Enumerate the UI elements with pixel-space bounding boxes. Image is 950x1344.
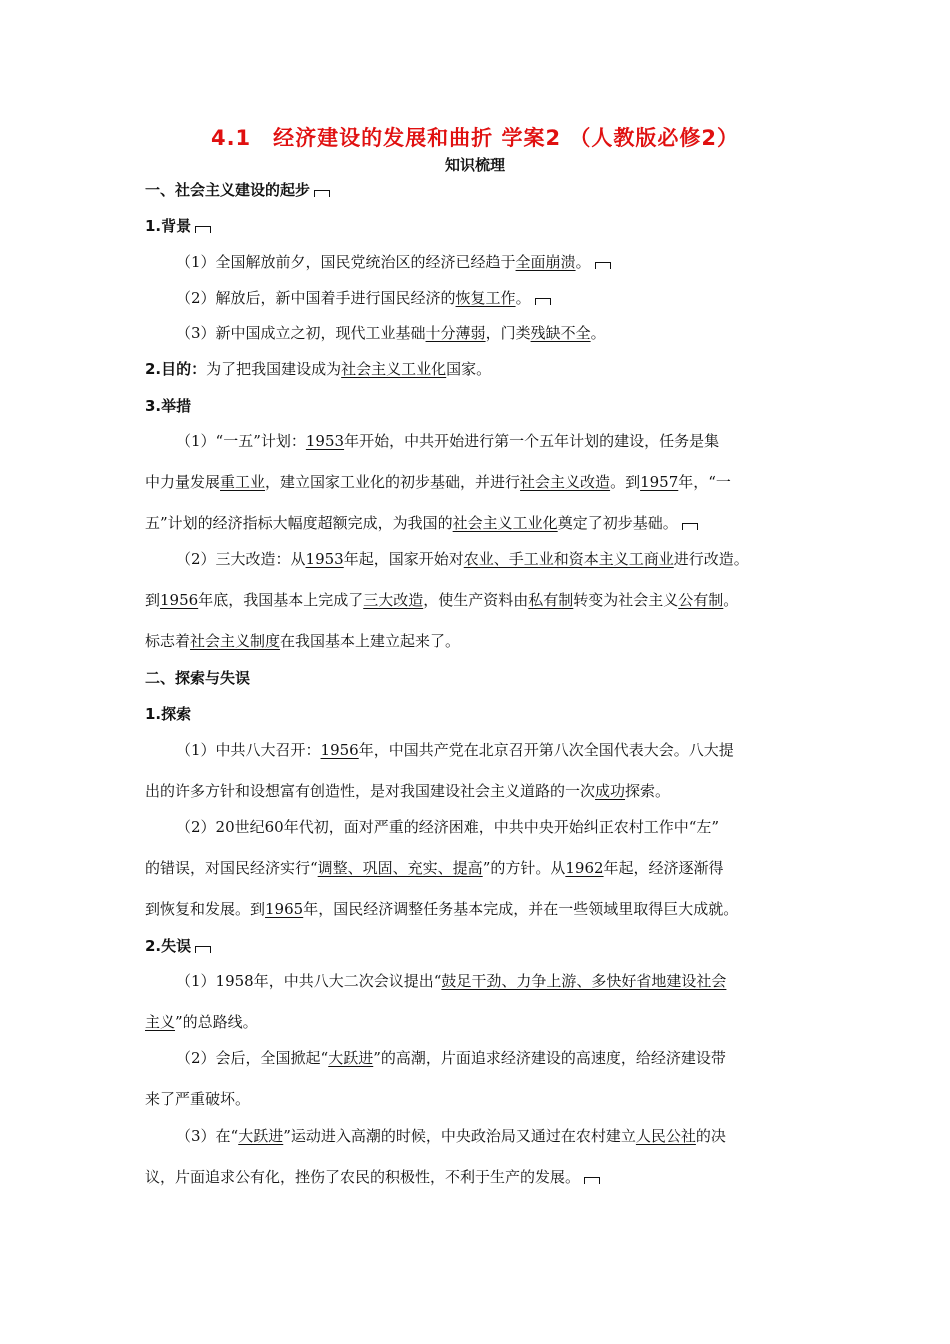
background-item-2: （2）解放后，新中国着手进行国民经济的恢复工作。 xyxy=(176,287,846,308)
answer-blank: 主义 xyxy=(145,1013,176,1031)
answer-blank: 公有制 xyxy=(678,591,724,609)
background-item-3: （3）新中国成立之初，现代工业基础十分薄弱，门类残缺不全。 xyxy=(176,324,606,342)
measure-1-line-3: 五”计划的经济指标大幅度超额完成，为我国的社会主义工业化奠定了初步基础。 xyxy=(145,512,815,533)
answer-blank: 农业、手工业和资本主义工商业 xyxy=(463,550,674,568)
document-title: 4.1 经济建设的发展和曲折 学案2 （人教版必修2） xyxy=(210,126,740,150)
mistake-1-line-2: 主义”的总路线。 xyxy=(145,1013,258,1031)
answer-blank: 1953 xyxy=(305,550,344,568)
measure-1-line-2: 中力量发展重工业，建立国家工业化的初步基础，并进行社会主义改造。到1957年，“一 xyxy=(145,473,731,491)
answer-blank: 社会主义工业化 xyxy=(341,360,447,378)
explore-2-line-1: （2）20世纪60年代初，面对严重的经济困难，中共中央开始纠正农村工作中“左” xyxy=(176,818,720,836)
explore-2-line-3: 到恢复和发展。到1965年，国民经济调整任务基本完成，并在一些领域里取得巨大成就。 xyxy=(145,900,739,918)
answer-blank: 社会主义改造 xyxy=(520,473,611,491)
mistake-heading: 2.失误 xyxy=(145,935,815,956)
document-subtitle: 知识梳理 xyxy=(444,156,505,174)
edit-mark-icon xyxy=(535,298,551,305)
edit-mark-icon xyxy=(195,946,211,953)
edit-mark-icon xyxy=(682,523,698,530)
mistake-2-line-1: （2）会后，全国掀起“大跃进”的高潮，片面追求经济建设的高速度，给经济建设带 xyxy=(176,1049,726,1067)
answer-blank: 残缺不全 xyxy=(530,324,591,342)
answer-blank: 恢复工作 xyxy=(455,289,516,307)
answer-blank: 1956 xyxy=(320,741,359,759)
answer-blank: 1953 xyxy=(305,432,345,450)
mistake-3-line-2: 议，片面追求公有化，挫伤了农民的积极性，不利于生产的发展。 xyxy=(145,1166,815,1187)
answer-blank: 1956 xyxy=(160,591,199,609)
answer-blank: 1965 xyxy=(265,900,304,918)
edit-mark-icon xyxy=(595,262,611,269)
answer-blank: 人民公社 xyxy=(635,1127,696,1145)
measures-heading: 3.举措 xyxy=(145,397,192,415)
section-2-heading: 二、探索与失误 xyxy=(145,669,251,687)
answer-blank: 大跃进 xyxy=(238,1127,284,1145)
measure-1-line-1: （1）“一五”计划：1953年开始，中共开始进行第一个五年计划的建设，任务是集 xyxy=(176,432,720,450)
mistake-3-line-1: （3）在“大跃进”运动进入高潮的时候，中央政治局又通过在农村建立人民公社的决 xyxy=(176,1127,726,1145)
edit-mark-icon xyxy=(195,226,211,233)
explore-1-line-1: （1）中共八大召开：1956年，中国共产党在北京召开第八次全国代表大会。八大提 xyxy=(176,741,734,759)
explore-heading: 1.探索 xyxy=(145,705,192,723)
measure-2-line-3: 标志着社会主义制度在我国基本上建立起来了。 xyxy=(145,632,461,650)
answer-blank: 1962 xyxy=(565,859,604,877)
measure-2-line-1: （2）三大改造：从1953年起，国家开始对农业、手工业和资本主义工商业进行改造。 xyxy=(176,550,749,568)
answer-blank: 成功 xyxy=(595,782,626,800)
answer-blank: 鼓足干劲、力争上游、多快好省地建设社会 xyxy=(441,972,727,990)
answer-blank: 社会主义制度 xyxy=(190,632,281,650)
answer-blank: 大跃进 xyxy=(328,1049,374,1067)
background-heading: 1.背景 xyxy=(145,215,815,236)
background-item-1: （1）全国解放前夕，国民党统治区的经济已经趋于全面崩溃。 xyxy=(176,251,846,272)
measure-2-line-2: 到1956年底，我国基本上完成了三大改造，使生产资料由私有制转变为社会主义公有制。 xyxy=(145,591,739,609)
answer-blank: 全面崩溃 xyxy=(515,253,576,271)
answer-blank: 1957 xyxy=(640,473,679,491)
explore-2-line-2: 的错误，对国民经济实行“调整、巩固、充实、提高”的方针。从1962年起，经济逐渐得 xyxy=(145,859,724,877)
explore-1-line-2: 出的许多方针和设想富有创造性，是对我国建设社会主义道路的一次成功探索。 xyxy=(145,782,671,800)
mistake-2-line-2: 来了严重破坏。 xyxy=(145,1090,251,1108)
edit-mark-icon xyxy=(314,190,330,197)
answer-blank: 重工业 xyxy=(220,473,266,491)
aim-line: 2.目的：为了把我国建设成为社会主义工业化国家。 xyxy=(145,360,492,378)
section-1-heading: 一、社会主义建设的起步 xyxy=(145,179,815,200)
answer-blank: 私有制 xyxy=(528,591,574,609)
edit-mark-icon xyxy=(584,1177,600,1184)
answer-blank: 调整、巩固、充实、提高 xyxy=(317,859,483,877)
mistake-1-line-1: （1）1958年，中共八大二次会议提出“鼓足干劲、力争上游、多快好省地建设社会 xyxy=(176,972,727,990)
answer-blank: 社会主义工业化 xyxy=(452,514,558,532)
answer-blank: 三大改造 xyxy=(363,591,424,609)
answer-blank: 十分薄弱 xyxy=(425,324,486,342)
